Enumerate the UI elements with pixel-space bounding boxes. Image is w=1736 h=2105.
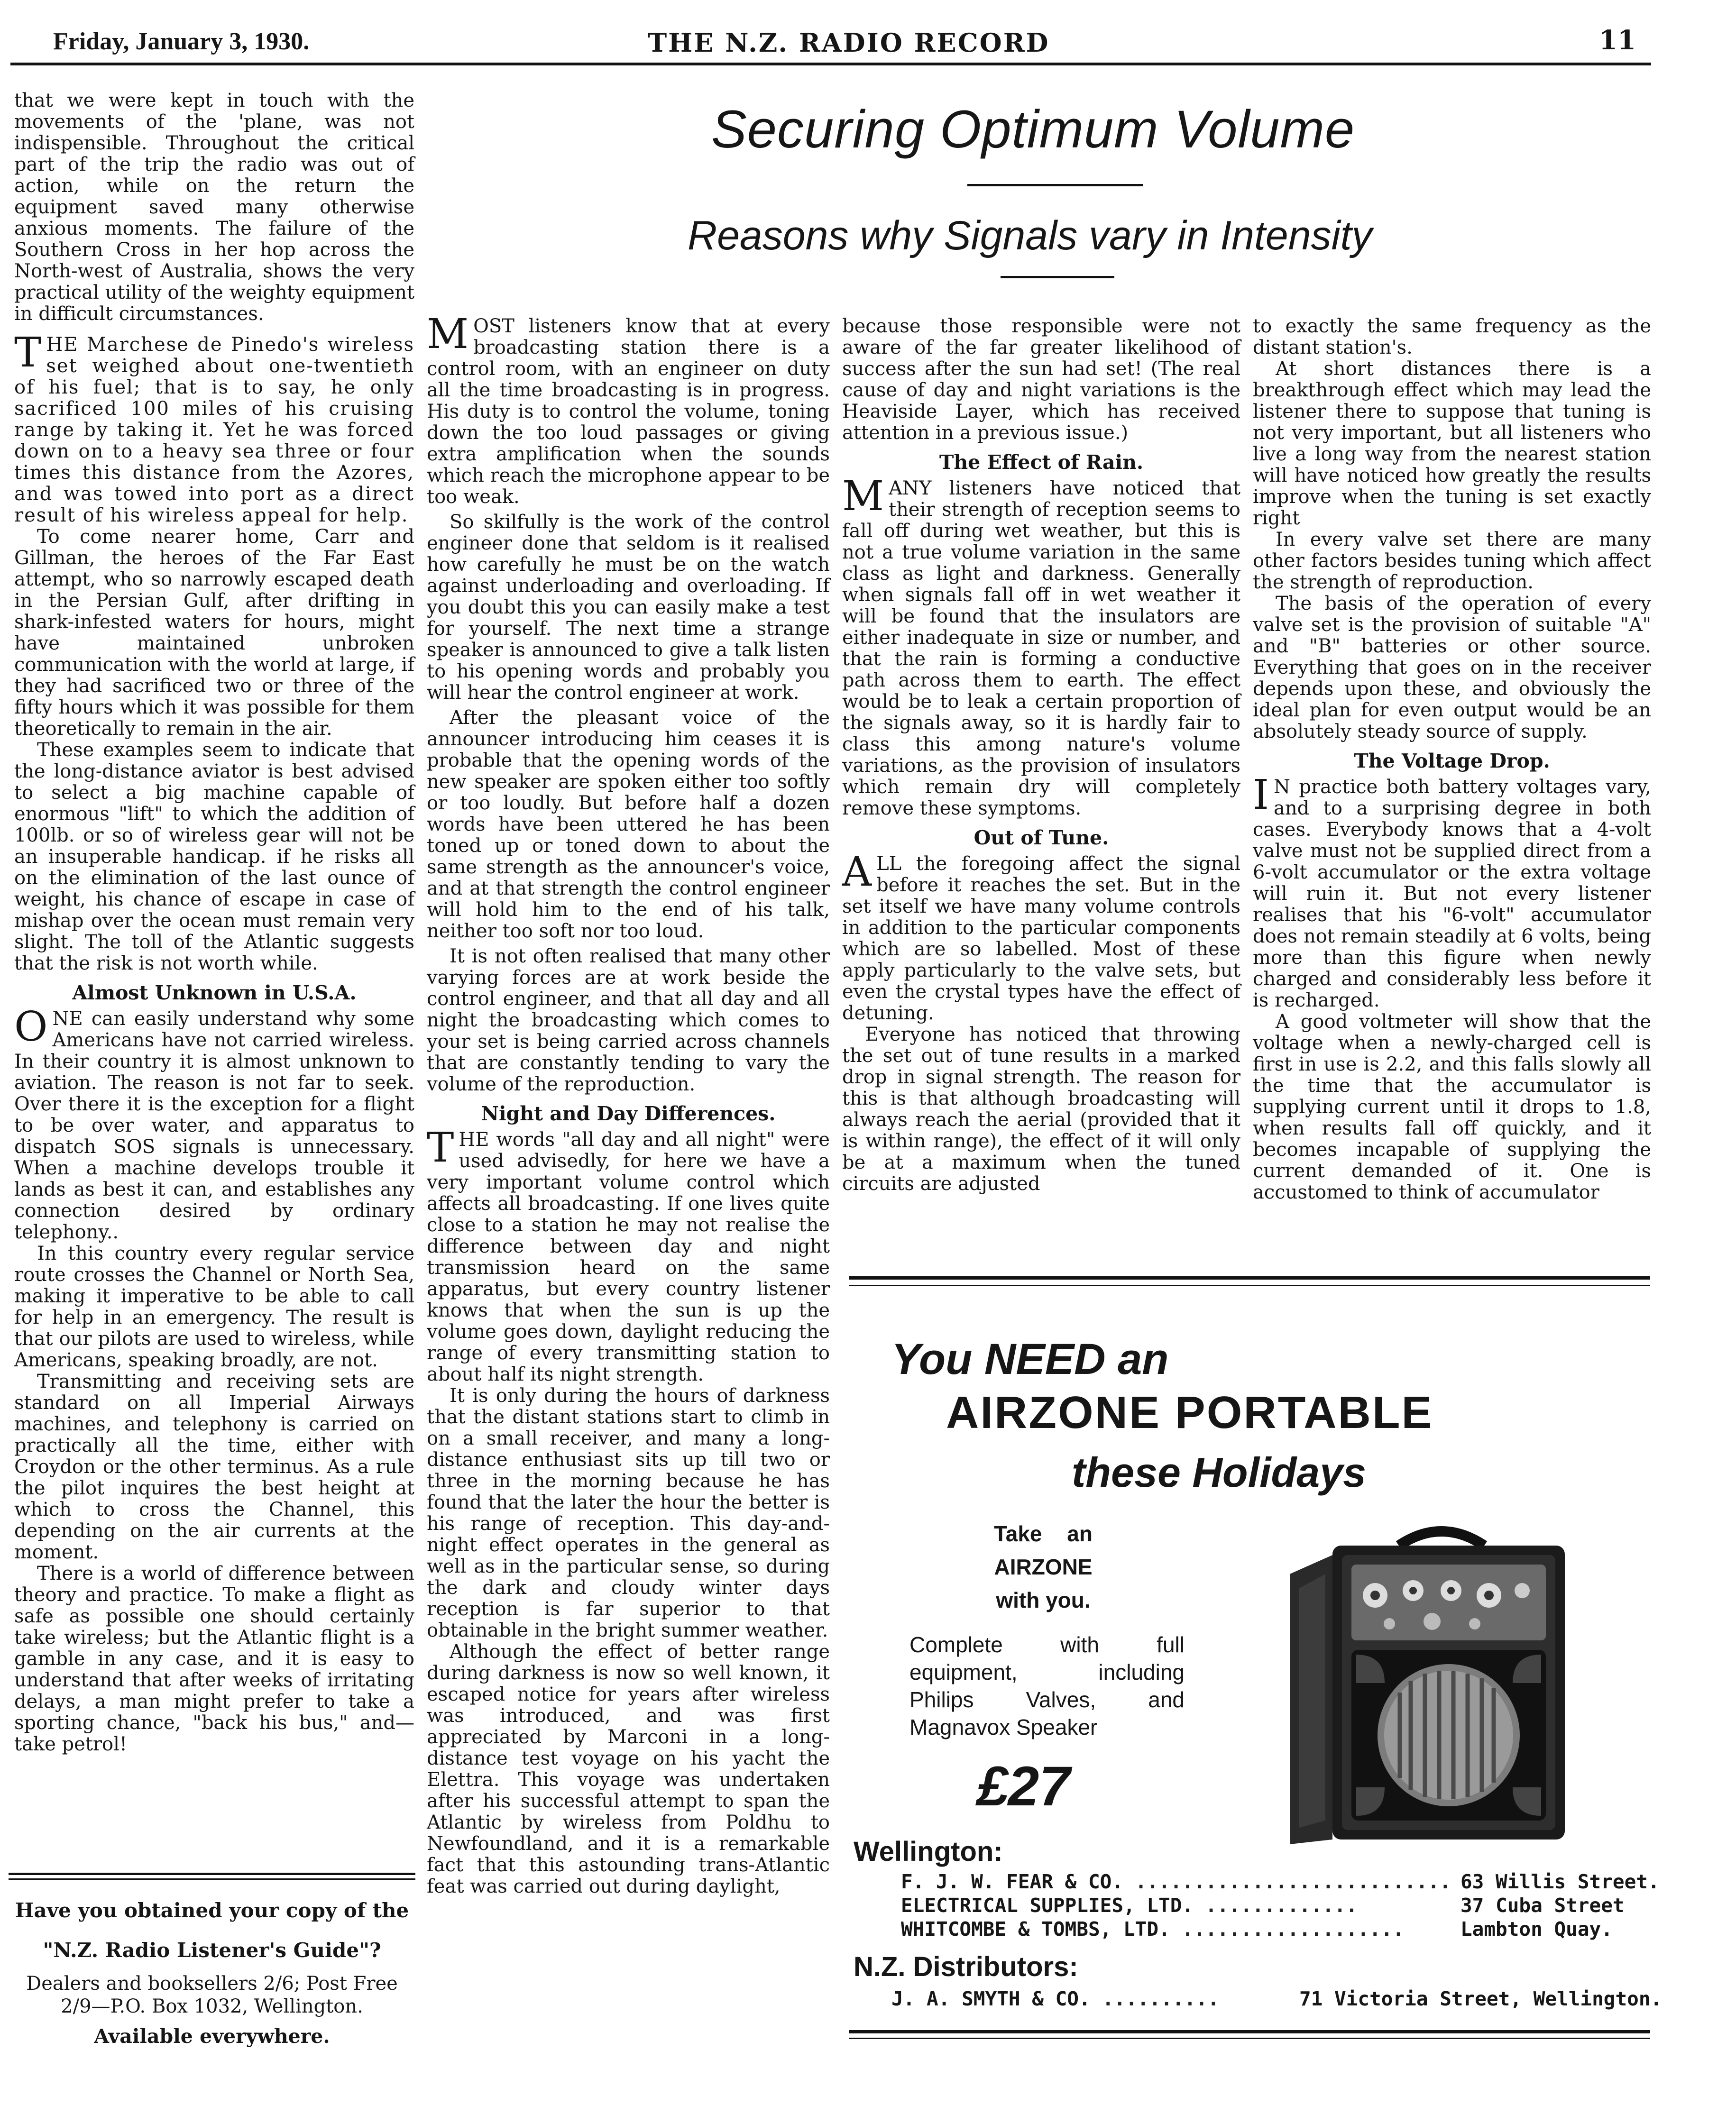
- advert-take-line-1: Take an: [994, 1521, 1093, 1546]
- advert-complete-line-1: Complete with full: [909, 1632, 1185, 1657]
- dealer-address: Lambton Quay.: [1460, 1918, 1613, 1940]
- portable-radio-icon: [1290, 1531, 1565, 1844]
- guide-box: [9, 1896, 415, 2049]
- art1-heading: Night and Day Differences.: [481, 1102, 776, 1125]
- advert-rule-bottom: [849, 2030, 1650, 2033]
- advert-take: [982, 1517, 1105, 1617]
- art3-para-4: The basis of the operation of every valve set is the provision of suitable "A" and "B" batteries or other source. Everything that goes on in the receiver depends upon these, and obviously the ideal plan for even output would be an absolutely steady source of supply.: [1253, 593, 1651, 742]
- left-heading: Almost Unknown in U.S.A.: [72, 981, 357, 1004]
- distributor-address: 71 Victoria Street, Wellington.: [1299, 1987, 1663, 2010]
- advert-rule-top-2: [849, 1285, 1650, 1286]
- art3-para-6: A good voltmeter will show that the voltage when a newly-charged cell is first in use is 2.2, and this falls slowly all the time that the accumulator is supplying current until it drops to 1.8, when results fall off quickly, and it becomes incapable of supplying the current demanded of it. One is accustomed to think of accumulator: [1253, 1011, 1651, 1203]
- masthead-date: Friday, January 3, 1930.: [53, 28, 310, 55]
- art1-para-4: It is not often realised that many other varying forces are at work beside the control engineer, and that all day and all night the broadcasting which comes to your set is being carried across channels that are constantly tending to vary the volume of the reproduction.: [427, 945, 830, 1095]
- art1-para-7: Although the effect of better range during darkness is now so well known, it escaped notice for years after wireless was introduced, and was first appreciated by Marconi in a long-distance test voyage on his yacht the Elettra. This voyage was undertaken after his successful attempt to span the Atlantic by wireless from Poldhu to Newfoundland, and it is a remarkable fact that this astounding trans-Atlantic feat was carried out during daylight,: [427, 1641, 830, 1897]
- art3-para-5: I N practice both battery voltages vary, and to a surprising degree in both cases. Everybody knows that a 4-volt valve must not be supplied direct from a 6-volt accumulator or the extra voltage will ruin it. But not every listener realises that his "6-volt" accumulator does not remain steadily at 6 volts, being more than this figure when newly charged and considerably less before it is recharged.: [1253, 771, 1651, 1011]
- art1-para-6: It is only during the hours of darkness that the distant stations start to climb in on a small receiver, and many a long-distance enthusiast sits up till two or three in the morning because he has found that the later the hour the better is his range of reception. This day-and-night effect operates in the general as well as in the particular sense, so during the dark and cloudy winter days reception is far superior to that obtainable in the bright summer weather.: [427, 1385, 830, 1641]
- wellington-heading: Wellington:: [854, 1836, 1003, 1867]
- dropcap: O: [14, 1003, 48, 1051]
- article-title: Securing Optimum Volume: [711, 100, 1355, 159]
- guide-line-4: 2/9—P.O. Box 1032, Wellington.: [61, 1995, 363, 2017]
- dealer-name: ELECTRICAL SUPPLIES, LTD.: [901, 1894, 1194, 1917]
- dealer-address: 37 Cuba Street: [1460, 1894, 1625, 1917]
- art2-para-4: Everyone has noticed that throwing the set out of tune results in a marked drop in signal strength. The reason for this is that although broadcasting will always reach the aerial (provided that it is within range), the effect of it will only be at a maximum when the tuned circuits are adjusted: [842, 1024, 1240, 1195]
- distributors-heading: N.Z. Distributors:: [854, 1951, 1078, 1982]
- advert-complete: [909, 1631, 1185, 1741]
- dealer-name: F. J. W. FEAR & CO.: [901, 1870, 1123, 1893]
- leader-dots: .............: [1205, 1894, 1358, 1917]
- art3-para-3: In every valve set there are many other factors besides tuning which affect the strength of reproduction.: [1253, 529, 1651, 593]
- masthead-rule: [10, 63, 1651, 65]
- distributor-row: [891, 1987, 1663, 2010]
- dropcap: I: [1253, 771, 1269, 819]
- article-subtitle: Reasons why Signals vary in Intensity: [688, 213, 1372, 258]
- left-para-6: In this country every regular service route crosses the Channel or North Sea, making it imperative to be able to call for help in an emergency. The result is that our pilots are used to wireless, while Americans, speaking broadly, are not.: [14, 1243, 414, 1371]
- art1-para-5: THE words "all day and all night" were used advisedly, for here we have a very important volume control which affects all broadcasting. If one lives quite close to a station he may not realise the difference between day and night transmission heard on the same apparatus, but every country listener knows that when the sun is up the volume goes down, daylight reducing the range of every transmitting station to about half its night strength.: [427, 1124, 830, 1385]
- guide-line-1: Have you obtained your copy of the: [15, 1899, 409, 1922]
- art2-para-3: ALL the foregoing affect the signal before it reaches the set. But in the set itself we have many volume controls in addition to the particular components which are so labelled. Most of these apply particularly to the valve sets, but even the crystal types have the effect of detuning.: [842, 848, 1240, 1024]
- guide-line-5: Available everywhere.: [94, 2025, 330, 2048]
- advert-line-1: You NEED an: [891, 1335, 1169, 1383]
- radio-illustration: [1280, 1512, 1574, 1854]
- article-column-3: [1253, 316, 1651, 1203]
- art1-para-3: After the pleasant voice of the announcer introducing him ceases it is probable that the opening words of the new speaker are spoken either too softly or too loudly. But before half a dozen words have been uttered he has been toned up or toned down to about the same strength as the announcer's voice, and at that strength the control engineer will hold him to the end of his talk, neither too soft nor too loud.: [427, 707, 830, 942]
- advert-take-line-2: AIRZONE: [994, 1555, 1093, 1579]
- left-para-4: These examples seem to indicate that the long-distance aviator is best advised to select a big machine capable of enormous "lift" to which the addition of 100lb. or so of wireless gear will not be an insuperable handicap. if he risks all on the elimination of the last ounce of weight, his chance of escape in case of mishap over the ocean must remain very slight. The toll of the Atlantic suggests that the risk is not worth while.: [14, 739, 414, 974]
- page-number: 11: [1599, 25, 1636, 56]
- art1-para-1: MOST listeners know that at every broadcasting station there is a control room, with an engineer on duty all the time broadcasting is in progress. His duty is to control the volume, toning down the too loud passages or giving extra amplification when the sounds which reach the microphone appear to be too weak.: [427, 311, 830, 508]
- advert-complete-line-3: Philips Valves, and: [909, 1687, 1185, 1712]
- left-para-7: Transmitting and receiving sets are standard on all Imperial Airways machines, and telephony is carried on practically all the time, either with Croydon or the other terminus. As a rule the pilot inquires the best height at which to cross the Channel, this depending on the air currents at the moment.: [14, 1371, 414, 1563]
- dealer-row: [901, 1918, 1645, 1940]
- distributor-name: J. A. SMYTH & CO.: [891, 1987, 1091, 2010]
- art2-para-2: MANY listeners have noticed that their strength of reception seems to fall off during wet weather, but this is not a true volume variation in the same class as light and darkness. Generally when signals fall off in wet weather it will be found that the insulators are either inadequate in size or number, and that the rain is forming a conductive path across them to earth. The effect would be to leak a certain proportion of the signals away, so it is hardly fair to class this among nature's volume variations, as the provision of insulators which remain dry will completely remove these symptoms.: [842, 473, 1240, 819]
- title-rule: [967, 184, 1143, 186]
- advert-rule-bottom-2: [849, 2038, 1650, 2039]
- left-para-5: ONE can easily understand why some Americans have not carried wireless. In their country it is almost unknown to aviation. The reason is not far to seek. Over there it is the exception for a flight to be over water, and apparatus to dispatch SOS signals is unnecessary. When a machine develops trouble it lands as best it can, and establishes any connection desired by ordinary telephony..: [14, 1003, 414, 1243]
- advert-complete-line-4: Magnavox Speaker: [909, 1715, 1098, 1739]
- dropcap: M: [427, 311, 469, 358]
- dealer-row: [901, 1870, 1660, 1893]
- guide-line-2: "N.Z. Radio Listener's Guide"?: [43, 1939, 381, 1962]
- leader-dots: ...........................: [1135, 1870, 1451, 1893]
- left-column: [14, 90, 414, 1755]
- dropcap: T: [14, 329, 42, 376]
- masthead-paper: THE N.Z. RADIO RECORD: [648, 27, 1050, 58]
- art2-para-1: because those responsible were not aware of the far greater likelihood of success after the sun had set! (The real cause of day and night variations is the Heaviside Layer, which has received attention in a previous issue.): [842, 315, 1240, 444]
- advert-price: £27: [977, 1755, 1070, 1818]
- art3-heading: The Voltage Drop.: [1354, 750, 1550, 772]
- left-para-8: There is a world of difference between theory and practice. To make a flight as safe as possible one should certainly take wireless; but the Atlantic flight is a gamble in any case, and it is easy to understand that after weeks of irritating delays, a man might prefer to take a sporting chance, "back his bus," and—take petrol!: [14, 1563, 414, 1755]
- leader-dots: ..........: [1102, 1987, 1220, 2010]
- advert-line-3: these Holidays: [1072, 1449, 1367, 1496]
- dealer-name: WHITCOMBE & TOMBS, LTD.: [901, 1918, 1170, 1940]
- article-column-2: [842, 316, 1240, 1195]
- article-column-1: [427, 311, 830, 1897]
- dealer-row: [901, 1894, 1645, 1917]
- dropcap: T: [427, 1124, 454, 1171]
- guide-line-3: Dealers and booksellers 2/6; Post Free: [26, 1973, 398, 1995]
- dealer-address: 63 Willis Street.: [1460, 1870, 1660, 1893]
- leader-dots: ...................: [1182, 1918, 1405, 1940]
- art2-heading-2: Out of Tune.: [974, 826, 1109, 849]
- left-para-2: THE Marchese de Pinedo's wireless set weighed about one-twentieth of his fuel; that is to say, he only sacrificed 100 miles of his cruising range by taking it. Yet he was forced down on to a heavy sea three or four times this distance from the Azores, and was towed into port as a direct result of his wireless appeal for help.: [14, 329, 414, 526]
- left-para-3: To come nearer home, Carr and Gillman, the heroes of the Far East attempt, who so narrowly escaped death in the Persian Gulf, after drifting in shark-infested waters for hours, might have maintained unbroken communication with the world at large, if they had sacrificed two or three of the fifty hours which it was possible for them theoretically to remain in the air.: [14, 526, 414, 740]
- left-para-1: that we were kept in touch with the movements of the 'plane, was not indispensible. Throughout the critical part of the trip the radio was out of action, while on the return the equipment saved many otherwise anxious moments. The failure of the Southern Cross in her hop across the North-west of Australia, shows the very practical utility of the weighty equipment in difficult circumstances.: [14, 90, 414, 325]
- art3-para-1: to exactly the same frequency as the distant station's.: [1253, 315, 1651, 358]
- advert-take-line-3: with you.: [996, 1588, 1091, 1612]
- advert-rule-top: [849, 1276, 1650, 1280]
- art3-para-2: At short distances there is a breakthrough effect which may lead the listener there to suppose that tuning is not very important, but all listeners who live a long way from the nearest station will have noticed how greatly the results improve when the tuning is set exactly right: [1253, 358, 1651, 529]
- guide-rule-top-2: [9, 1878, 415, 1880]
- dropcap: A: [842, 848, 872, 896]
- guide-rule-top: [9, 1873, 415, 1875]
- advert-line-2: AIRZONE PORTABLE: [946, 1387, 1433, 1438]
- advert-complete-line-2: equipment, including: [909, 1660, 1185, 1684]
- art2-heading-1: The Effect of Rain.: [939, 451, 1144, 474]
- dropcap: M: [842, 473, 884, 520]
- subtitle-rule: [1001, 276, 1114, 278]
- art1-para-2: So skilfully is the work of the control engineer done that seldom is it realised how carefully he must be on the watch against underloading and overloading. If you doubt this you can easily make a test for yourself. The next time a strange speaker is announced to give a talk listen to his opening words and probably you will hear the control engineer at work.: [427, 511, 830, 704]
